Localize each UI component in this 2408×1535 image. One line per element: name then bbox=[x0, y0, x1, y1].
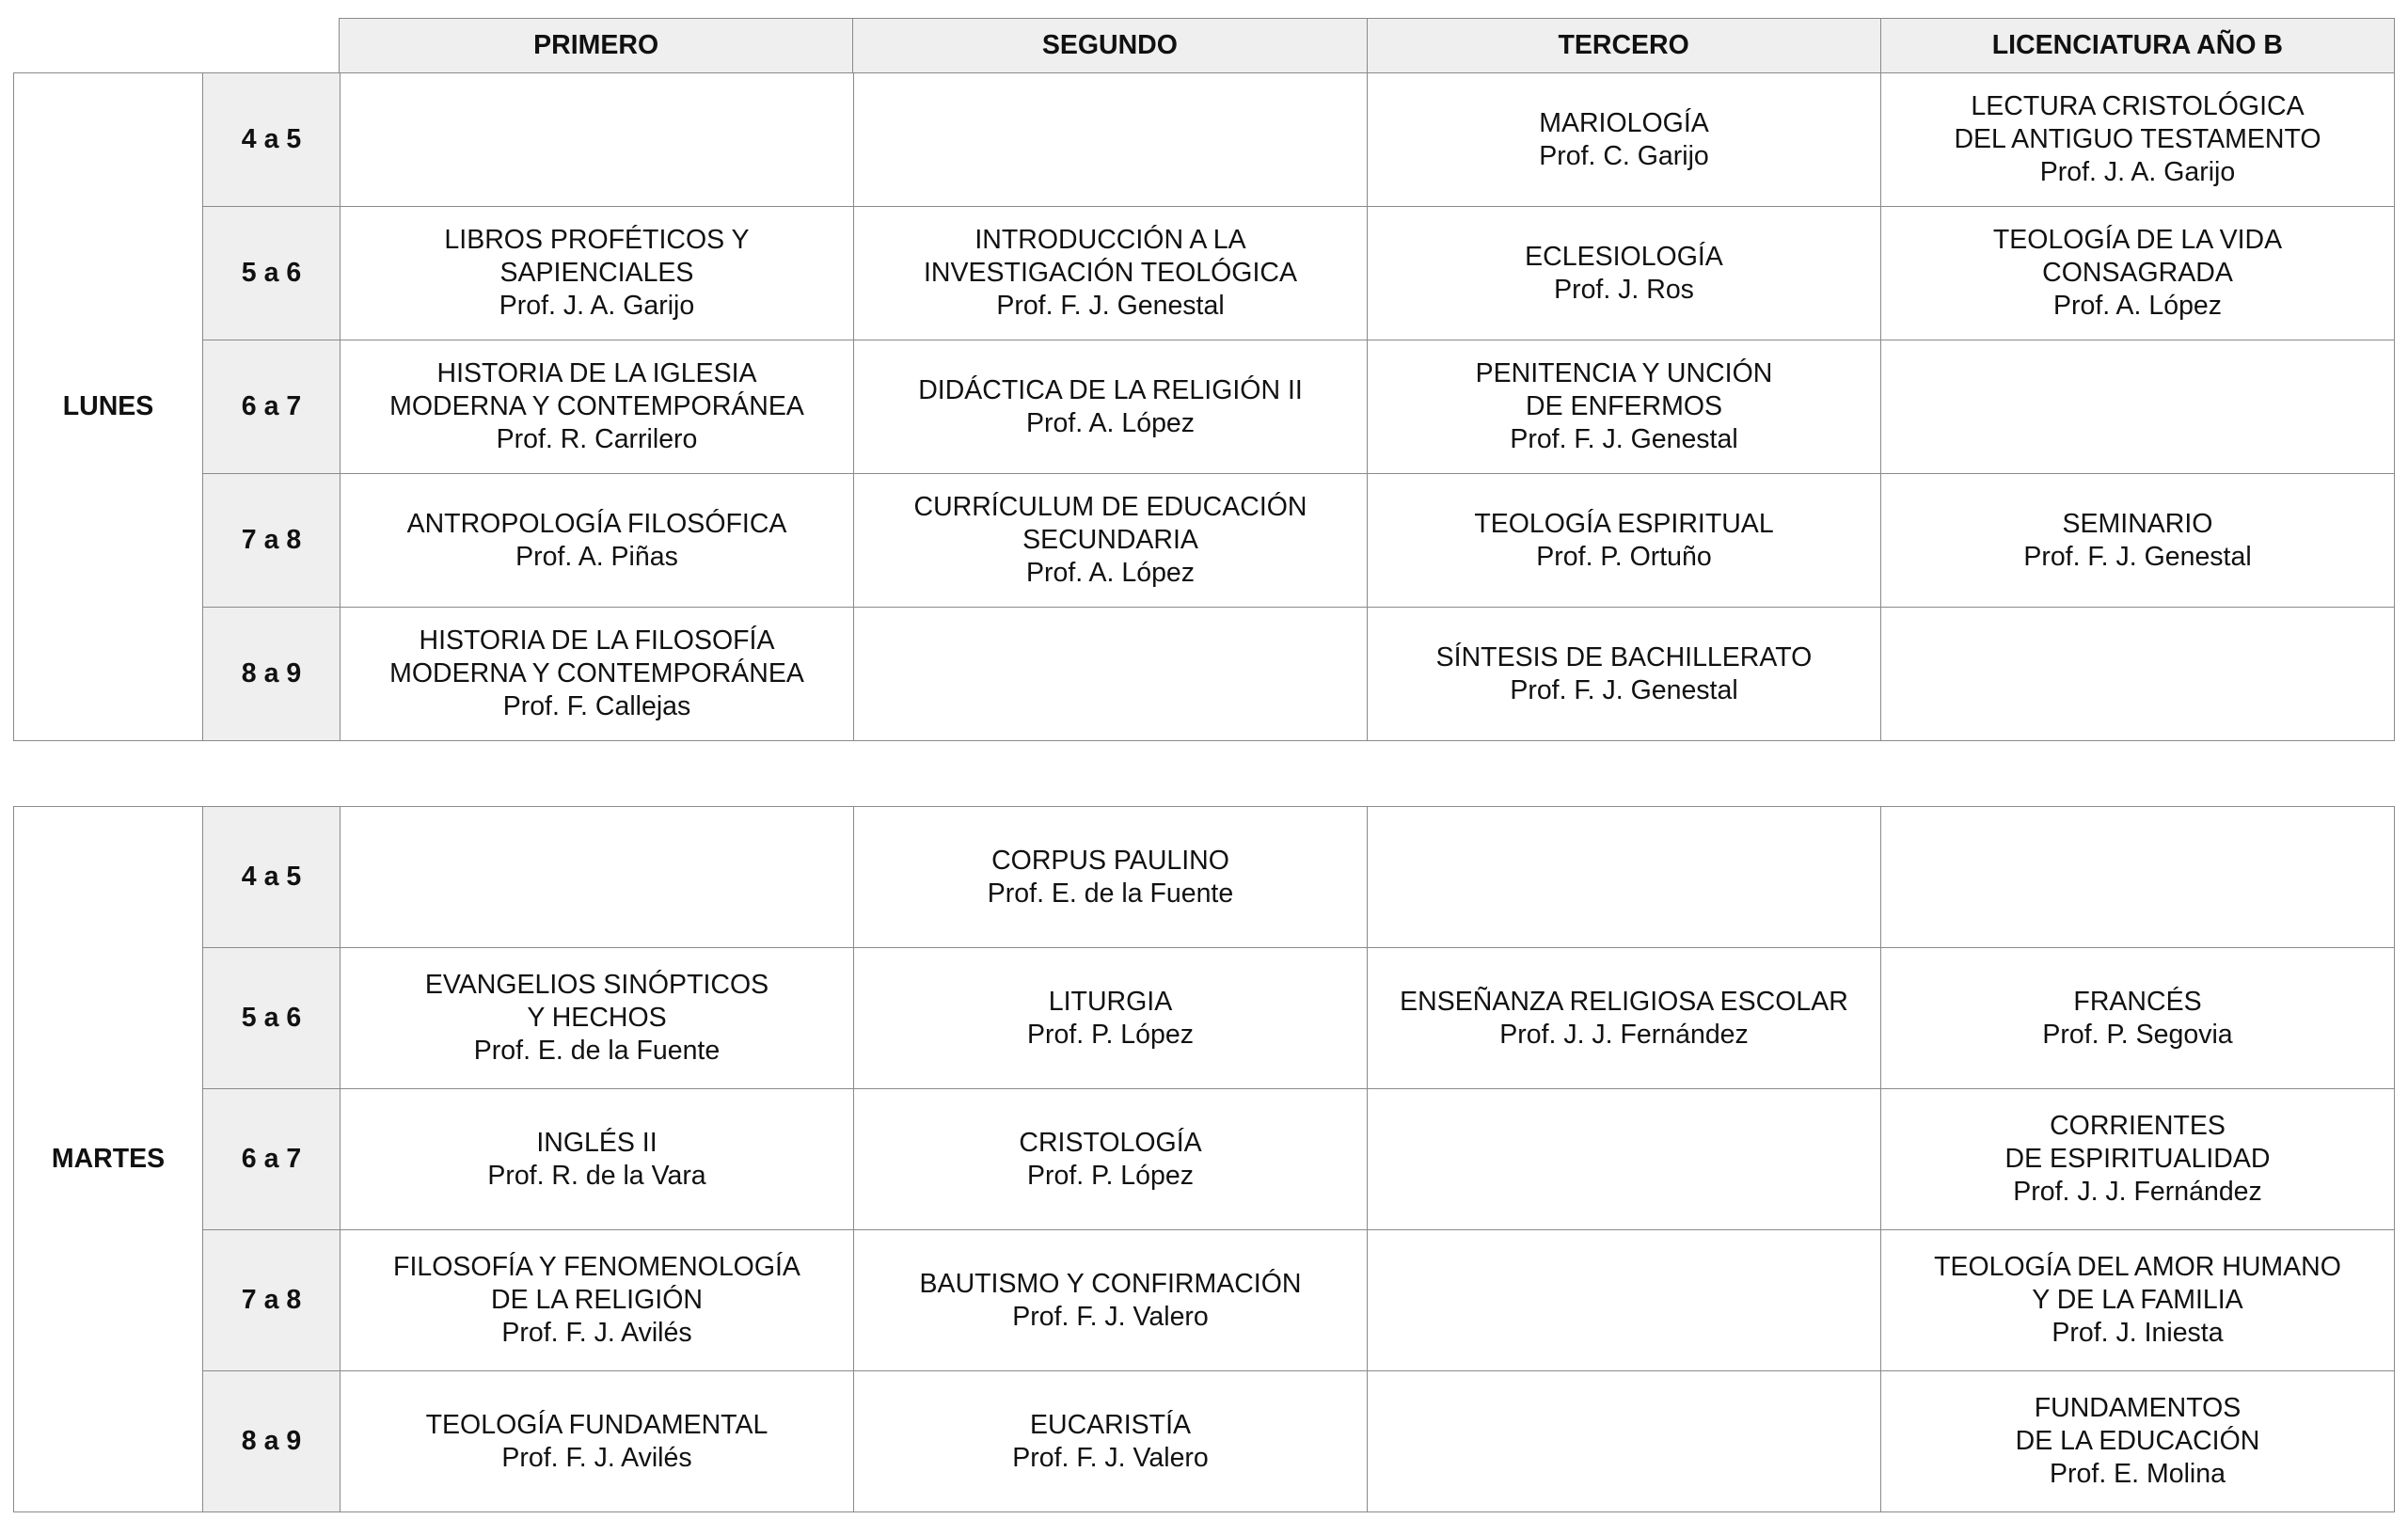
course-cell bbox=[854, 1089, 1368, 1230]
course-professor: Prof. P. Ortuño bbox=[1536, 541, 1712, 572]
course-title-line: ANTROPOLOGÍA FILOSÓFICA bbox=[406, 508, 787, 539]
course-professor: Prof. A. López bbox=[2052, 291, 2223, 321]
course-title-line: HISTORIA DE LA IGLESIA bbox=[436, 358, 757, 388]
empty-cell bbox=[341, 807, 854, 948]
course-cell bbox=[854, 1371, 1368, 1512]
course-cell bbox=[1368, 207, 1881, 340]
course-title-line: Y HECHOS bbox=[527, 1003, 667, 1033]
course-professor: Prof. F. J. Valero bbox=[1012, 1442, 1209, 1473]
time-slot-label: 8 a 9 bbox=[203, 608, 341, 741]
course-cell bbox=[341, 948, 854, 1089]
schedule-row bbox=[14, 73, 2395, 207]
course-professor: Prof. J. J. Fernández bbox=[1499, 1019, 1749, 1050]
course-title-line: DE LA RELIGIÓN bbox=[491, 1285, 703, 1315]
empty-cell bbox=[1881, 340, 2395, 474]
course-title-line: EUCARISTÍA bbox=[1029, 1409, 1192, 1440]
schedule-row bbox=[14, 340, 2395, 474]
course-cell bbox=[341, 474, 854, 608]
course-title-line: TEOLOGÍA DEL AMOR HUMANO bbox=[1934, 1252, 2341, 1282]
course-title-line: DIDÁCTICA DE LA RELIGIÓN II bbox=[918, 374, 1303, 405]
course-title-line: HISTORIA DE LA FILOSOFÍA bbox=[419, 625, 775, 656]
schedule-row bbox=[14, 948, 2395, 1089]
course-professor: Prof. F. J. Avilés bbox=[501, 1318, 692, 1348]
course-professor: Prof. P. López bbox=[1027, 1160, 1194, 1191]
course-title-line: SECUNDARIA bbox=[1022, 525, 1198, 555]
empty-cell bbox=[1881, 608, 2395, 741]
column-header-row bbox=[340, 19, 2395, 73]
course-professor: Prof. P. Segovia bbox=[2042, 1019, 2233, 1050]
course-cell bbox=[341, 1371, 854, 1512]
course-title-line: Y DE LA FAMILIA bbox=[2032, 1285, 2243, 1315]
course-cell bbox=[854, 807, 1368, 948]
course-cell bbox=[1368, 948, 1881, 1089]
course-professor: Prof. F. J. Genestal bbox=[996, 291, 1225, 321]
column-header-primero: PRIMERO bbox=[340, 19, 853, 73]
course-title-line: TEOLOGÍA ESPIRITUAL bbox=[1474, 508, 1774, 539]
course-cell bbox=[854, 948, 1368, 1089]
day-label: LUNES bbox=[14, 73, 203, 741]
course-cell bbox=[341, 207, 854, 340]
course-professor: Prof. E. de la Fuente bbox=[987, 878, 1234, 909]
course-cell bbox=[854, 207, 1368, 340]
schedule-table-martes bbox=[13, 806, 2395, 1512]
schedule-table-lunes bbox=[13, 72, 2395, 741]
course-cell bbox=[1881, 1230, 2395, 1371]
course-professor: Prof. F. J. Genestal bbox=[1510, 424, 1738, 454]
time-slot-label: 8 a 9 bbox=[203, 1371, 341, 1512]
course-title-line: SAPIENCIALES bbox=[499, 258, 694, 288]
course-professor: Prof. F. Callejas bbox=[502, 691, 691, 721]
course-cell bbox=[854, 340, 1368, 474]
column-header-tercero: TERCERO bbox=[1367, 19, 1880, 73]
course-professor: Prof. J. J. Fernández bbox=[2013, 1177, 2262, 1207]
course-cell bbox=[1368, 340, 1881, 474]
schedule-row bbox=[14, 807, 2395, 948]
course-title-line: PENITENCIA Y UNCIÓN bbox=[1475, 358, 1773, 388]
course-title-line: INTRODUCCIÓN A LA bbox=[974, 225, 1246, 255]
course-cell bbox=[341, 608, 854, 741]
course-title-line: TEOLOGÍA FUNDAMENTAL bbox=[425, 1409, 768, 1440]
empty-cell bbox=[1368, 1089, 1881, 1230]
course-title-line: FILOSOFÍA Y FENOMENOLOGÍA bbox=[393, 1252, 800, 1282]
empty-cell bbox=[1368, 1230, 1881, 1371]
course-title-line: CURRÍCULUM DE EDUCACIÓN bbox=[913, 492, 1307, 522]
course-professor: Prof. J. A. Garijo bbox=[499, 291, 695, 321]
schedule-row bbox=[14, 474, 2395, 608]
course-title-line: SEMINARIO bbox=[2062, 508, 2213, 539]
course-cell bbox=[1368, 474, 1881, 608]
course-title-line: CONSAGRADA bbox=[2042, 258, 2233, 288]
course-title-line: DE ESPIRITUALIDAD bbox=[2004, 1144, 2271, 1174]
time-slot-label: 6 a 7 bbox=[203, 340, 341, 474]
course-cell bbox=[854, 474, 1368, 608]
column-header-table bbox=[339, 18, 2395, 73]
day-label: MARTES bbox=[14, 807, 203, 1512]
course-title-line: FRANCÉS bbox=[2073, 986, 2202, 1017]
course-title-line: SÍNTESIS DE BACHILLERATO bbox=[1435, 641, 1813, 673]
column-header-licenciatura: LICENCIATURA AÑO B bbox=[1880, 19, 2394, 73]
course-title-line: DE ENFERMOS bbox=[1525, 391, 1723, 421]
course-cell bbox=[1368, 608, 1881, 741]
course-professor: Prof. J. Ros bbox=[1554, 274, 1694, 305]
course-cell bbox=[1881, 948, 2395, 1089]
empty-cell bbox=[854, 608, 1368, 741]
time-slot-label: 5 a 6 bbox=[203, 948, 341, 1089]
empty-cell bbox=[1368, 1371, 1881, 1512]
empty-cell bbox=[341, 73, 854, 207]
time-slot-label: 6 a 7 bbox=[203, 1089, 341, 1230]
course-title-line: FUNDAMENTOS bbox=[2034, 1393, 2242, 1423]
course-cell bbox=[341, 1230, 854, 1371]
time-slot-label: 7 a 8 bbox=[203, 1230, 341, 1371]
course-cell bbox=[1881, 73, 2395, 207]
time-slot-label: 7 a 8 bbox=[203, 474, 341, 608]
schedule-row bbox=[14, 1371, 2395, 1512]
schedule-row bbox=[14, 207, 2395, 340]
course-professor: Prof. E. de la Fuente bbox=[473, 1036, 721, 1066]
course-title-line: LITURGIA bbox=[1048, 986, 1173, 1017]
course-title-line: CORPUS PAULINO bbox=[991, 845, 1229, 876]
course-cell bbox=[341, 1089, 854, 1230]
course-title-line: INVESTIGACIÓN TEOLÓGICA bbox=[924, 258, 1297, 288]
schedule-row bbox=[14, 608, 2395, 741]
course-professor: Prof. R. de la Vara bbox=[487, 1160, 706, 1191]
course-cell bbox=[1881, 1089, 2395, 1230]
time-slot-label: 4 a 5 bbox=[203, 73, 341, 207]
course-professor: Prof. F. J. Avilés bbox=[501, 1442, 692, 1473]
course-cell bbox=[1368, 73, 1881, 207]
course-title-line: INGLÉS II bbox=[536, 1127, 657, 1158]
time-slot-label: 4 a 5 bbox=[203, 807, 341, 948]
course-title-line: ENSEÑANZA RELIGIOSA ESCOLAR bbox=[1400, 986, 1848, 1017]
course-professor: Prof. F. J. Genestal bbox=[2023, 541, 2252, 572]
course-title-line: CRISTOLOGÍA bbox=[1019, 1127, 1202, 1158]
schedule-row bbox=[14, 1089, 2395, 1230]
course-professor: Prof. J. Iniesta bbox=[2052, 1318, 2224, 1348]
schedule-row bbox=[14, 1230, 2395, 1371]
course-cell bbox=[1881, 1371, 2395, 1512]
course-title-line: MARIOLOGÍA bbox=[1539, 107, 1709, 138]
course-title-line: CORRIENTES bbox=[2050, 1111, 2226, 1141]
course-professor: Prof. P. López bbox=[1027, 1019, 1194, 1050]
course-title-line: DE LA EDUCACIÓN bbox=[2015, 1426, 2260, 1456]
course-professor: Prof. A. Piñas bbox=[515, 541, 678, 572]
course-professor: Prof. A. López bbox=[1025, 407, 1196, 438]
course-cell bbox=[341, 340, 854, 474]
course-title-line: MODERNA Y CONTEMPORÁNEA bbox=[389, 391, 804, 421]
column-header-segundo: SEGUNDO bbox=[853, 19, 1367, 73]
course-professor: Prof. F. J. Valero bbox=[1012, 1301, 1209, 1332]
course-title-line: DEL ANTIGUO TESTAMENTO bbox=[1954, 124, 2321, 154]
course-cell bbox=[1881, 207, 2395, 340]
time-slot-label: 5 a 6 bbox=[203, 207, 341, 340]
course-professor: Prof. F. J. Genestal bbox=[1510, 674, 1738, 705]
course-professor: Prof. A. López bbox=[1025, 558, 1196, 588]
empty-cell bbox=[1368, 807, 1881, 948]
course-title-line: LIBROS PROFÉTICOS Y bbox=[444, 225, 750, 255]
course-cell bbox=[1881, 474, 2395, 608]
course-cell bbox=[854, 1230, 1368, 1371]
course-professor: Prof. J. A. Garijo bbox=[2039, 157, 2236, 187]
course-title-line: ECLESIOLOGÍA bbox=[1525, 241, 1723, 272]
course-professor: Prof. R. Carrilero bbox=[496, 424, 698, 454]
empty-cell bbox=[1881, 807, 2395, 948]
course-title-line: LECTURA CRISTOLÓGICA bbox=[1971, 91, 2305, 121]
course-title-line: MODERNA Y CONTEMPORÁNEA bbox=[389, 658, 804, 688]
course-title-line: EVANGELIOS SINÓPTICOS bbox=[424, 970, 769, 1000]
course-title-line: TEOLOGÍA DE LA VIDA bbox=[1992, 225, 2283, 255]
empty-cell bbox=[854, 73, 1368, 207]
course-title-line: BAUTISMO Y CONFIRMACIÓN bbox=[919, 1268, 1302, 1299]
course-professor: Prof. E. Molina bbox=[2050, 1459, 2226, 1489]
course-professor: Prof. C. Garijo bbox=[1539, 140, 1709, 171]
